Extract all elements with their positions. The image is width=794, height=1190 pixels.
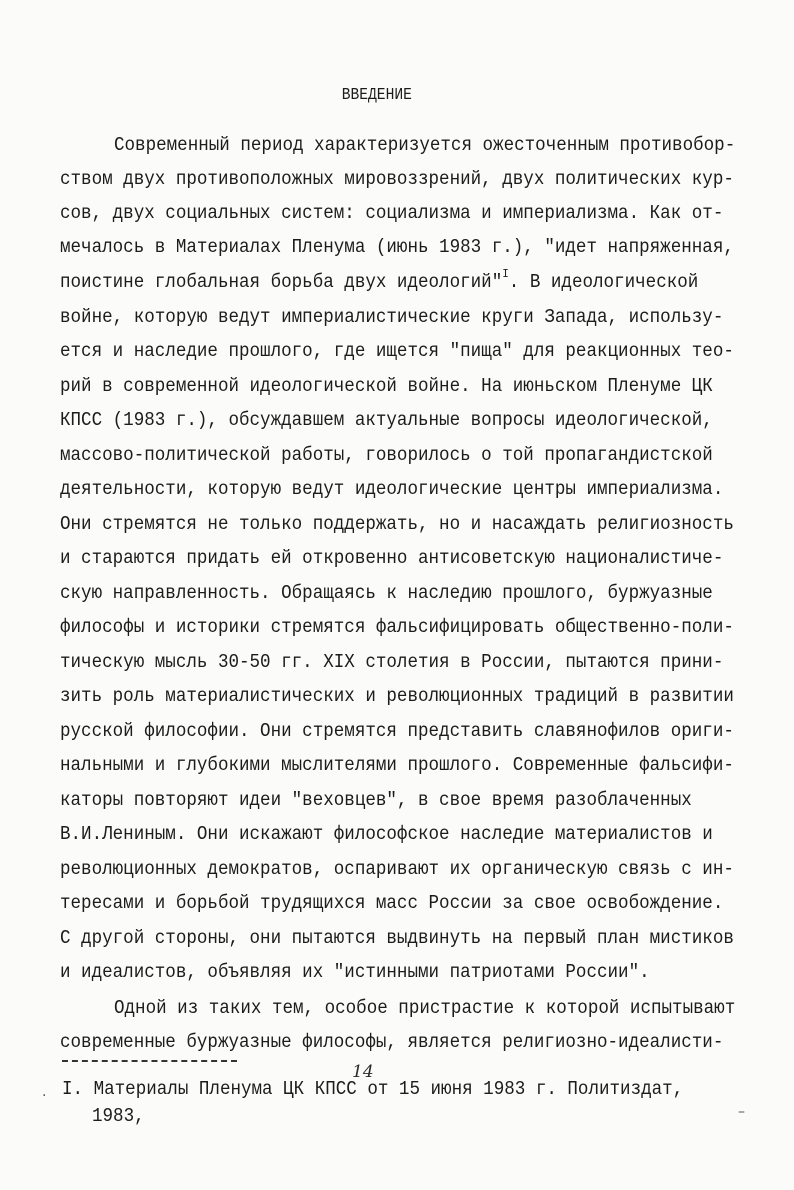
footnote-reference: I	[502, 267, 509, 281]
text-segment: поистине глобальная борьба двух идеологий"	[60, 271, 503, 293]
text-line: деятельности, которую ведут идеологические центры империализма.	[60, 478, 724, 500]
text-line: Одной из таких тем, особое пристрастие к которой испытывают	[114, 997, 736, 1019]
text-line: нальными и глубокими мыслителями прошлого. Современные фальсифи-	[60, 754, 734, 776]
footnote-line: I. Материалы Пленума ЦК КПСС от 15 июня 1983 г. Политиздат,	[62, 1078, 684, 1100]
text-line: зить роль материалистических и революционных традиций в развитии	[60, 685, 734, 707]
text-line	[60, 267, 699, 294]
text-line: С другой стороны, они пытаются выдвинуть на первый план мистиков	[60, 927, 734, 949]
page-title: ВВЕДЕНИЕ	[341, 86, 413, 105]
text-line: тересами и борьбой трудящихся масс России за свое освобождение.	[60, 892, 724, 914]
text-line: ством двух противоположных мировоззрений, двух политических кур-	[60, 168, 734, 190]
text-line: тическую мысль 30-50 гг. XIX столетия в России, пытаются прини-	[60, 651, 724, 673]
footnote-line: 1983,	[92, 1105, 145, 1127]
text-line: и стараются придать ей откровенно антисоветскую националистиче-	[60, 547, 724, 569]
text-line: каторы повторяют идеи "веховцев", в свое время разоблаченных	[60, 789, 692, 811]
text-line: сов, двух социальных систем: социализма и империализма. Как от-	[60, 202, 724, 224]
text-line: революционных демократов, оспаривают их органическую связь с ин-	[60, 858, 734, 880]
margin-dot: ·	[42, 1088, 47, 1104]
footnote-separator	[62, 1060, 237, 1062]
text-line: современные буржуазные философы, является религиозно-идеалисти-	[60, 1031, 724, 1053]
text-line: скую направленность. Обращаясь к наследию прошлого, буржуазные	[60, 582, 713, 604]
text-segment: . В идеологической	[508, 271, 699, 293]
text-line: и идеалистов, объявляя их "истинными патриотами России".	[60, 961, 650, 983]
margin-dash: –	[738, 1104, 745, 1120]
text-line: войне, которую ведут империалистические круги Запада, использу-	[60, 306, 724, 328]
text-line: философы и историки стремятся фальсифицировать общественно-поли-	[60, 616, 734, 638]
text-line: Они стремятся не только поддержать, но и насаждать религиозность	[60, 513, 734, 535]
text-line: массово-политической работы, говорилось о той пропагандистской	[60, 444, 713, 466]
handwritten-page-number: 14	[352, 1062, 374, 1082]
text-line: В.И.Лениным. Они искажают философское наследие материалистов и	[60, 823, 713, 845]
text-line: КПСС (1983 г.), обсуждавшем актуальные вопросы идеологической,	[60, 409, 713, 431]
text-line: рий в современной идеологической войне. На июньском Пленуме ЦК	[60, 375, 713, 397]
text-line: ется и наследие прошлого, где ищется "пища" для реакционных тео-	[60, 340, 734, 362]
text-line: русской философии. Они стремятся представить славянофилов ориги-	[60, 720, 734, 742]
text-line: Современный период характеризуется ожесточенным противобор-	[114, 134, 736, 156]
text-line: мечалось в Материалах Пленума (июнь 1983 г.), "идет напряженная,	[60, 236, 734, 258]
